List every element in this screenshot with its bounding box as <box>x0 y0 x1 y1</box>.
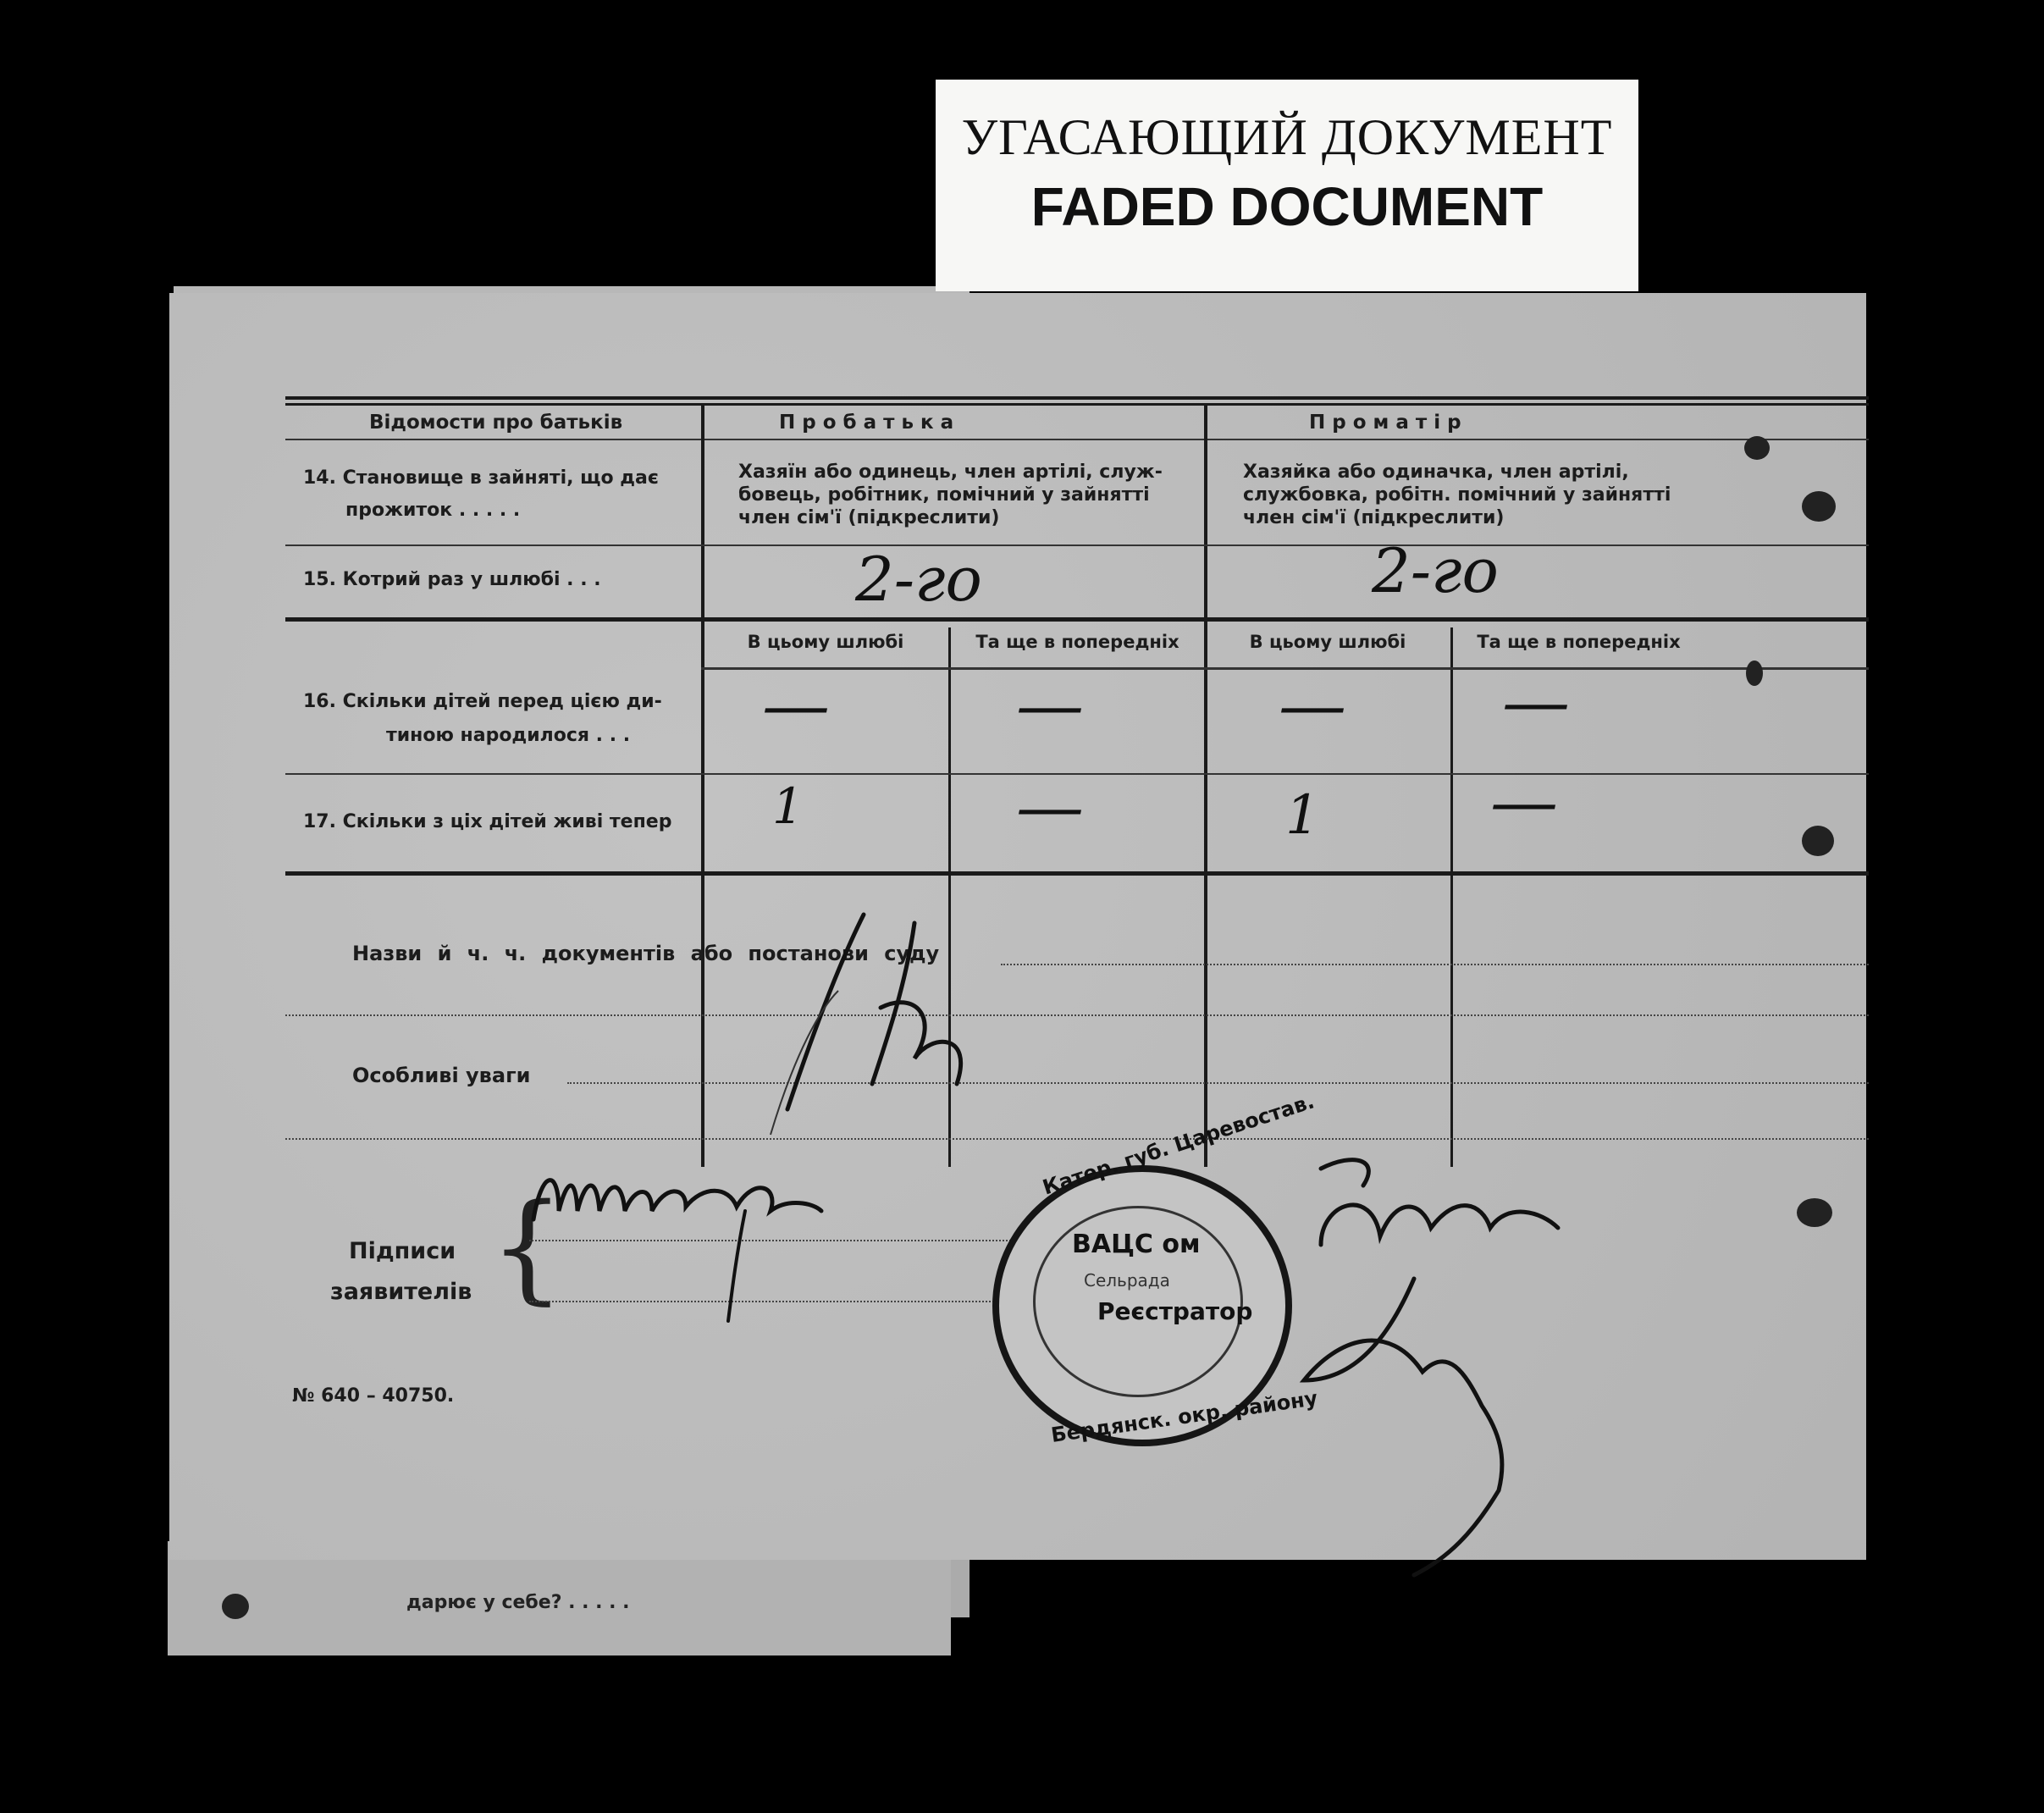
faded-document-slip <box>936 80 1638 291</box>
stamp-ring-top: Катер. губ. Царевостав. <box>1040 1089 1318 1200</box>
row17-label: 17. Скільки з ціх дітей живі тепер <box>303 811 672 832</box>
row17-father-this: 1 <box>772 777 804 835</box>
slip-title-ru: УГАСАЮЩИЙ ДОКУМЕНТ <box>961 109 1613 165</box>
row14-label-2: прожиток . . . . . <box>345 500 521 521</box>
row16-mother-prev: — <box>1502 662 1570 741</box>
row17-mother-this: 1 <box>1285 784 1320 847</box>
signatures-label-1: Підписи <box>349 1238 456 1264</box>
subhead-father-prev: Та ще в попередніх <box>975 632 1179 652</box>
subhead-mother-this: В цьому шлюбі <box>1249 632 1406 652</box>
binder-hole-4 <box>1802 826 1834 856</box>
col-divider-1 <box>701 405 704 1167</box>
row14-divider <box>285 544 1869 546</box>
signatures-label-2: заявителів <box>330 1279 472 1305</box>
row17-father-prev: — <box>1016 767 1084 846</box>
remarks-line-2 <box>285 1138 1869 1140</box>
row16-father-prev: — <box>1016 666 1084 744</box>
documents-label: Назви й ч. ч. документів або постанови суду <box>352 942 940 965</box>
slip-title-en: FADED DOCUMENT <box>1030 176 1544 237</box>
header-father: П р о б а т ь к а <box>779 412 954 434</box>
handwritten-mark-documents <box>745 915 1025 1143</box>
stamp-ring-bottom: Бердянск. окр. району <box>1049 1386 1319 1447</box>
col-divider-mother <box>1450 627 1453 1167</box>
table-bottom-rule <box>285 871 1869 876</box>
row16-label-1: 16. Скільки дітей перед цією ди- <box>303 691 662 712</box>
remarks-label: Особливі уваги <box>352 1064 531 1087</box>
row14-label-1: 14. Становище в зайняті, що дає <box>303 467 659 489</box>
row15-mother-value: 2-го <box>1372 535 1499 606</box>
row15-father-value: 2-го <box>855 544 982 615</box>
official-stamp <box>992 1089 1319 1447</box>
stamp-line-3: Реєстратор <box>1097 1297 1253 1325</box>
mid-rule <box>285 617 1869 622</box>
col-divider-2 <box>1204 405 1207 1167</box>
row16-father-this: — <box>762 666 830 744</box>
top-rule <box>285 396 1869 400</box>
underlying-page-text: дарює у себе? . . . . . <box>406 1592 630 1613</box>
binder-hole-2 <box>1802 491 1836 522</box>
header-mother: П р о м а т і р <box>1309 412 1461 434</box>
row17-mother-prev: — <box>1490 762 1558 841</box>
row16-label-2: тиною народилося . . . <box>386 725 631 746</box>
stamp-line-1: ВАЦС ом <box>1072 1230 1201 1259</box>
binder-hole-3 <box>1746 661 1763 686</box>
form-number: № 640 – 40750. <box>292 1385 455 1407</box>
binder-hole-6 <box>222 1594 249 1619</box>
row15-label: 15. Котрий раз у шлюбі . . . <box>303 569 601 590</box>
binder-hole-5 <box>1797 1198 1832 1227</box>
row14-father-text: Хазяїн або одинець, член артілі, служ- бовець, робітник, помічний у зайнятті член сім'ї (підкреслити) <box>738 462 1163 528</box>
binder-hole-1 <box>1744 436 1770 460</box>
row14-mother-text: Хазяйка або одиначка, член артілі, службовка, робітн. помічний у зайнятті член сім'ї (підкреслити) <box>1243 462 1671 528</box>
header-parents-info: Відомости про батьків <box>369 412 623 434</box>
header-divider <box>285 439 1869 440</box>
documents-line-1 <box>1001 964 1869 965</box>
subhead-mother-prev: Та ще в попередніх <box>1477 632 1681 652</box>
top-rule-2 <box>285 403 1869 406</box>
stamp-line-2: Сельрада <box>1084 1270 1170 1291</box>
signature-registrar <box>1287 1152 1592 1584</box>
signature-applicant-1 <box>525 1160 830 1329</box>
subhead-father-this: В цьому шлюбі <box>747 632 904 652</box>
signatures-brace: { <box>489 1179 566 1317</box>
documents-line-2 <box>285 1014 1869 1016</box>
row16-mother-this: — <box>1279 666 1346 744</box>
